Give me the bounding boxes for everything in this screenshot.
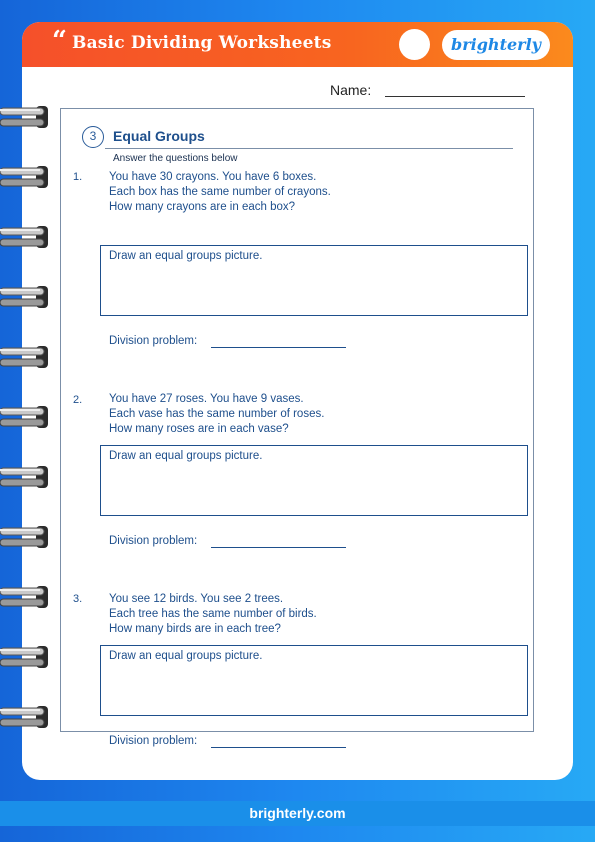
quote-icon: “ bbox=[52, 26, 67, 56]
brighterly-logo bbox=[442, 30, 550, 60]
name-label: Name: bbox=[330, 82, 372, 98]
spiral-ring bbox=[0, 520, 52, 554]
footer-url: brighterly.com bbox=[0, 801, 595, 826]
spiral-ring bbox=[0, 280, 52, 314]
spiral-ring bbox=[0, 700, 52, 734]
division-problem-label: Division problem: bbox=[109, 335, 198, 347]
question-text bbox=[109, 170, 331, 215]
division-problem-field[interactable] bbox=[211, 747, 346, 748]
division-problem-field[interactable] bbox=[211, 347, 346, 348]
spiral-ring bbox=[0, 460, 52, 494]
question-line: How many crayons are in each box? bbox=[109, 201, 296, 213]
question-line: Each tree has the same number of birds. bbox=[109, 608, 317, 620]
spiral-ring bbox=[0, 220, 52, 254]
section-divider bbox=[105, 148, 513, 149]
spiral-ring bbox=[0, 640, 52, 674]
question-text bbox=[109, 392, 324, 437]
question-line: Each box has the same number of crayons. bbox=[109, 186, 331, 198]
question-number: 1. bbox=[73, 171, 83, 183]
worksheet-card bbox=[22, 22, 573, 780]
question-line: You see 12 birds. You see 2 trees. bbox=[109, 593, 284, 605]
question-number: 2. bbox=[73, 394, 83, 406]
spiral-ring bbox=[0, 160, 52, 194]
question-line: You have 27 roses. You have 9 vases. bbox=[109, 393, 304, 405]
drawing-box-label: Draw an equal groups picture. bbox=[109, 250, 263, 262]
question-line: How many birds are in each tree? bbox=[109, 623, 281, 635]
section-title: Equal Groups bbox=[113, 128, 205, 144]
instructions: Answer the questions below bbox=[113, 153, 238, 164]
worksheet-title: Basic Dividing Worksheets bbox=[72, 33, 332, 53]
section-number-badge: 3 bbox=[82, 126, 104, 148]
drawing-box-label: Draw an equal groups picture. bbox=[109, 450, 263, 462]
question-line: How many roses are in each vase? bbox=[109, 423, 289, 435]
drawing-box[interactable] bbox=[100, 645, 528, 716]
header-circle bbox=[399, 29, 430, 60]
question-line: Each vase has the same number of roses. bbox=[109, 408, 325, 420]
division-problem-field[interactable] bbox=[211, 547, 346, 548]
division-problem-label: Division problem: bbox=[109, 535, 198, 547]
worksheet-body bbox=[60, 108, 534, 747]
question-line: You have 30 crayons. You have 6 boxes. bbox=[109, 171, 317, 183]
name-field[interactable] bbox=[385, 96, 525, 97]
logo-text: brighterly bbox=[451, 35, 541, 54]
drawing-box[interactable] bbox=[100, 445, 528, 516]
question-number: 3. bbox=[73, 593, 83, 605]
spiral-ring bbox=[0, 340, 52, 374]
spiral-ring bbox=[0, 580, 52, 614]
question-text bbox=[109, 592, 317, 637]
drawing-box-label: Draw an equal groups picture. bbox=[109, 650, 263, 662]
header-bar bbox=[22, 22, 573, 67]
drawing-box[interactable] bbox=[100, 245, 528, 316]
division-problem-label: Division problem: bbox=[109, 735, 198, 747]
spiral-ring bbox=[0, 100, 52, 134]
spiral-ring bbox=[0, 400, 52, 434]
